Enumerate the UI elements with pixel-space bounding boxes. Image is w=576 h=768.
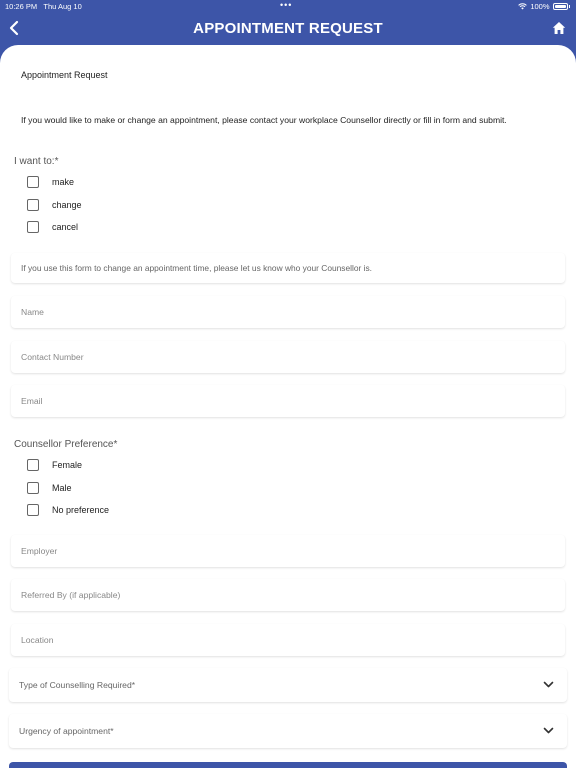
checkbox-square[interactable]: [27, 504, 39, 516]
status-bar: [0, 0, 576, 12]
name-field[interactable]: [11, 296, 565, 328]
counsellor-note: [11, 253, 565, 283]
employer-field[interactable]: [11, 535, 565, 567]
referred-by-input[interactable]: [21, 579, 551, 611]
checkbox-label: Male: [52, 483, 72, 493]
page-title: APPOINTMENT REQUEST: [193, 20, 383, 37]
battery-percent: 100%: [530, 2, 550, 11]
checkbox-square[interactable]: [27, 482, 39, 494]
employer-input[interactable]: [21, 535, 551, 567]
counselling-type-select[interactable]: [9, 668, 567, 702]
checkbox-change[interactable]: [27, 199, 82, 211]
email-input[interactable]: [21, 385, 551, 417]
checkbox-label: No preference: [52, 505, 110, 515]
status-clock: 10:26 PM: [5, 2, 38, 11]
checkbox-female[interactable]: [27, 459, 82, 471]
form-instructions: If you would like to make or change an appointment, please contact your workplace Counsellor directly or fill in form and submit.: [21, 115, 507, 125]
submit-button[interactable]: [9, 762, 567, 768]
counsellor-note-text: If you use this form to change an appointment time, please let us know who your Counsellor is.: [21, 263, 373, 273]
checkbox-square[interactable]: [27, 199, 39, 211]
chevron-down-icon: [543, 679, 554, 690]
status-indicators: [518, 2, 570, 11]
referred-by-field[interactable]: [11, 579, 565, 611]
checkbox-no-preference[interactable]: [27, 504, 109, 516]
contact-number-field[interactable]: [11, 341, 565, 373]
email-field[interactable]: [11, 385, 565, 417]
battery-tip: [569, 5, 571, 8]
checkbox-square[interactable]: [27, 221, 39, 233]
counselling-type-label: Type of Counselling Required*: [19, 680, 136, 690]
form-title: Appointment Request: [21, 70, 108, 80]
home-icon[interactable]: [552, 21, 566, 35]
checkbox-cancel[interactable]: [27, 221, 78, 233]
counsellor-preference-label: Counsellor Preference*: [14, 439, 118, 450]
checkbox-make[interactable]: [27, 176, 74, 188]
status-date: Thu Aug 10: [43, 2, 82, 11]
checkbox-male[interactable]: [27, 482, 72, 494]
multitasking-dots[interactable]: •••: [280, 0, 293, 10]
form-content: [0, 45, 576, 768]
battery-icon: [553, 3, 568, 10]
checkbox-square[interactable]: [27, 459, 39, 471]
checkbox-label: change: [52, 200, 82, 210]
urgency-label: Urgency of appointment*: [19, 726, 114, 736]
checkbox-label: make: [52, 177, 75, 187]
wifi-icon: [518, 3, 527, 10]
status-time: [5, 2, 82, 11]
app-header: [0, 12, 576, 46]
location-field[interactable]: [11, 624, 565, 656]
checkbox-label: cancel: [52, 222, 79, 232]
name-input[interactable]: [21, 296, 551, 328]
checkbox-label: Female: [52, 460, 83, 470]
checkbox-square[interactable]: [27, 176, 39, 188]
contact-number-input[interactable]: [21, 341, 551, 373]
location-input[interactable]: [21, 624, 551, 656]
urgency-select[interactable]: [9, 714, 567, 748]
want-to-label: I want to:*: [14, 156, 59, 167]
chevron-down-icon: [543, 725, 554, 736]
